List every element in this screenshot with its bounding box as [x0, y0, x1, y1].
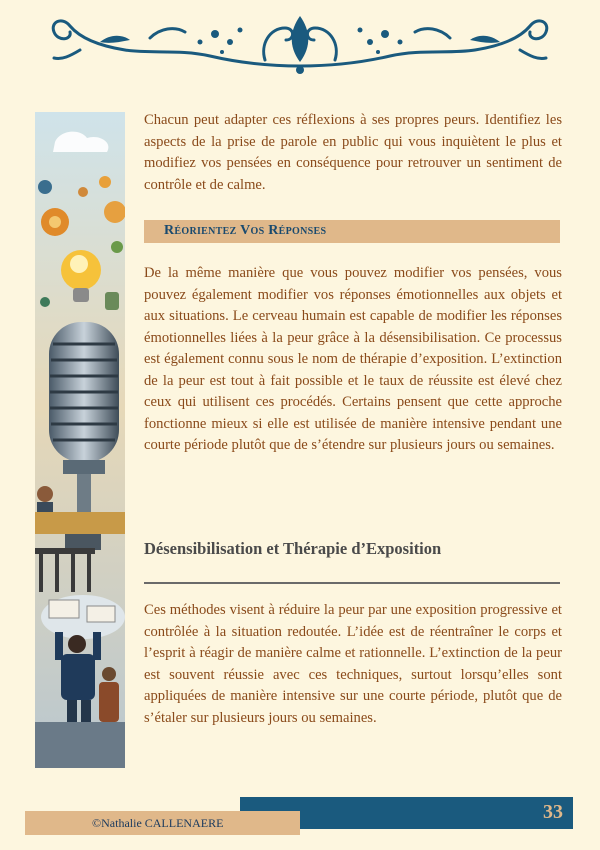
- subheading-divider: [144, 582, 560, 584]
- flourish-ornament-icon: [40, 8, 560, 78]
- section-heading: Réorientez Vos Réponses: [164, 223, 327, 238]
- intro-paragraph: Chacun peut adapter ces réflexions à ses propres peurs. Identifiez les aspects de la prise de parole en public qui vous inquiètent le plus et modifiez vos pensées en conséquence pour retrouver un sentiment de contrôle et de calme.: [144, 112, 562, 193]
- responses-paragraph: De la même manière que vous pouvez modifier vos pensées, vous pouvez également modifier vos réponses émotionnelles aux objets et aux situations. Le cerveau humain est capable de modifier les réponses émotionnelles liées à la peur grâce à la désensibilisation. Ce processus est également connu sous le nom de thérapie d’exposition. L’extinction de la peur est tout à fait possible et le taux de réussite est élevé chez ceux qui utilisent ces procédés. Certains pensent que cette approche fonctionne mieux si elle est utilisée de manière intensive pendant une courte période plutôt que de s’étendre sur plusieurs jours ou semaines.: [144, 265, 562, 453]
- page-number: 33: [543, 801, 563, 823]
- copyright-box: [25, 811, 300, 835]
- copyright-text: ©Nathalie CALLENAERE: [92, 816, 224, 830]
- microphone-lightbulb-illustration: [35, 112, 125, 768]
- side-illustration: [35, 112, 125, 768]
- subheading: Désensibilisation et Thérapie d’Exposition: [144, 539, 442, 558]
- section-heading-bar: [144, 220, 560, 243]
- exposition-paragraph: Ces méthodes visent à réduire la peur par une exposition progressive et contrôlée à la situation redoutée. L’idée est de réentraîner le corps et l’esprit à réagir de manière calme et rationnelle. L’extinction de la peur est souvent réussie avec ces techniques, surtout lorsqu’elles sont appliquées de manière intensive sur une courte période, plutôt que de s’étaler sur plusieurs jours ou semaines.: [144, 602, 562, 726]
